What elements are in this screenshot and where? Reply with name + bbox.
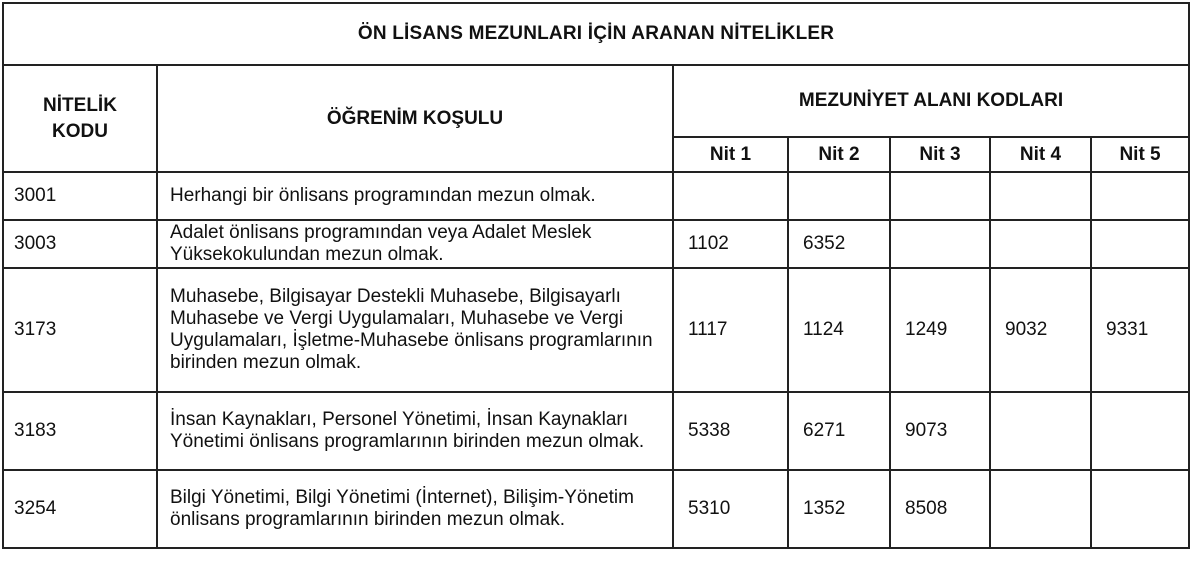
nit-1-cell: 5338 bbox=[673, 392, 788, 470]
nit-3-cell: 8508 bbox=[890, 470, 990, 548]
qualifications-table bbox=[2, 2, 1190, 549]
nit-1-cell: 1117 bbox=[673, 268, 788, 392]
table-row bbox=[3, 172, 1189, 220]
nit-4-cell bbox=[990, 220, 1091, 268]
nit-3-cell: 1249 bbox=[890, 268, 990, 392]
nit-3-cell bbox=[890, 220, 990, 268]
table-row bbox=[3, 268, 1189, 392]
nit-2-cell: 6352 bbox=[788, 220, 890, 268]
nit-1-cell bbox=[673, 172, 788, 220]
nitelik-code-cell: 3254 bbox=[3, 470, 157, 548]
nit-1-header: Nit 1 bbox=[673, 137, 788, 172]
ogrenim-kosulu-header: ÖĞRENİM KOŞULU bbox=[157, 65, 673, 172]
condition-cell: Muhasebe, Bilgisayar Destekli Muhasebe, Bilgisayarlı Muhasebe ve Vergi Uygulamaları, Muhasebe ve Vergi Uygulamaları, İşletme-Muhasebe önlisans programlarının birinden mezun olmak. bbox=[157, 268, 673, 392]
nit-1-cell: 5310 bbox=[673, 470, 788, 548]
nitelik-kodu-header-line1: NİTELİK bbox=[43, 94, 117, 116]
nitelik-code-cell: 3001 bbox=[3, 172, 157, 220]
nit-1-cell: 1102 bbox=[673, 220, 788, 268]
nit-2-cell bbox=[788, 172, 890, 220]
nit-3-header: Nit 3 bbox=[890, 137, 990, 172]
nitelik-code-cell: 3003 bbox=[3, 220, 157, 268]
nit-5-cell bbox=[1091, 220, 1189, 268]
nit-5-cell: 9331 bbox=[1091, 268, 1189, 392]
nit-2-header: Nit 2 bbox=[788, 137, 890, 172]
nit-4-cell bbox=[990, 470, 1091, 548]
nit-3-cell bbox=[890, 172, 990, 220]
condition-cell: Adalet önlisans programından veya Adalet Meslek Yüksekokulundan mezun olmak. bbox=[157, 220, 673, 268]
mezuniyet-alani-kodlari-header: MEZUNİYET ALANI KODLARI bbox=[673, 65, 1189, 137]
nit-4-cell bbox=[990, 172, 1091, 220]
table-row bbox=[3, 470, 1189, 548]
nit-4-cell bbox=[990, 392, 1091, 470]
table-row bbox=[3, 392, 1189, 470]
qualifications-document bbox=[2, 2, 1188, 549]
table-title: ÖN LİSANS MEZUNLARI İÇİN ARANAN NİTELİKLER bbox=[3, 3, 1189, 65]
nit-2-cell: 1124 bbox=[788, 268, 890, 392]
nit-5-cell bbox=[1091, 470, 1189, 548]
condition-cell: İnsan Kaynakları, Personel Yönetimi, İnsan Kaynakları Yönetimi önlisans programlarının birinden mezun olmak. bbox=[157, 392, 673, 470]
nit-3-cell: 9073 bbox=[890, 392, 990, 470]
nitelik-code-cell: 3173 bbox=[3, 268, 157, 392]
nitelik-code-cell: 3183 bbox=[3, 392, 157, 470]
condition-cell: Bilgi Yönetimi, Bilgi Yönetimi (İnternet), Bilişim-Yönetim önlisans programlarının birinden mezun olmak. bbox=[157, 470, 673, 548]
nit-5-cell bbox=[1091, 172, 1189, 220]
nitelik-kodu-header bbox=[3, 65, 157, 172]
nit-2-cell: 1352 bbox=[788, 470, 890, 548]
condition-cell: Herhangi bir önlisans programından mezun olmak. bbox=[157, 172, 673, 220]
table-row bbox=[3, 220, 1189, 268]
nit-5-cell bbox=[1091, 392, 1189, 470]
nit-5-header: Nit 5 bbox=[1091, 137, 1189, 172]
nit-2-cell: 6271 bbox=[788, 392, 890, 470]
nit-4-header: Nit 4 bbox=[990, 137, 1091, 172]
nit-4-cell: 9032 bbox=[990, 268, 1091, 392]
nitelik-kodu-header-line2: KODU bbox=[52, 120, 108, 142]
